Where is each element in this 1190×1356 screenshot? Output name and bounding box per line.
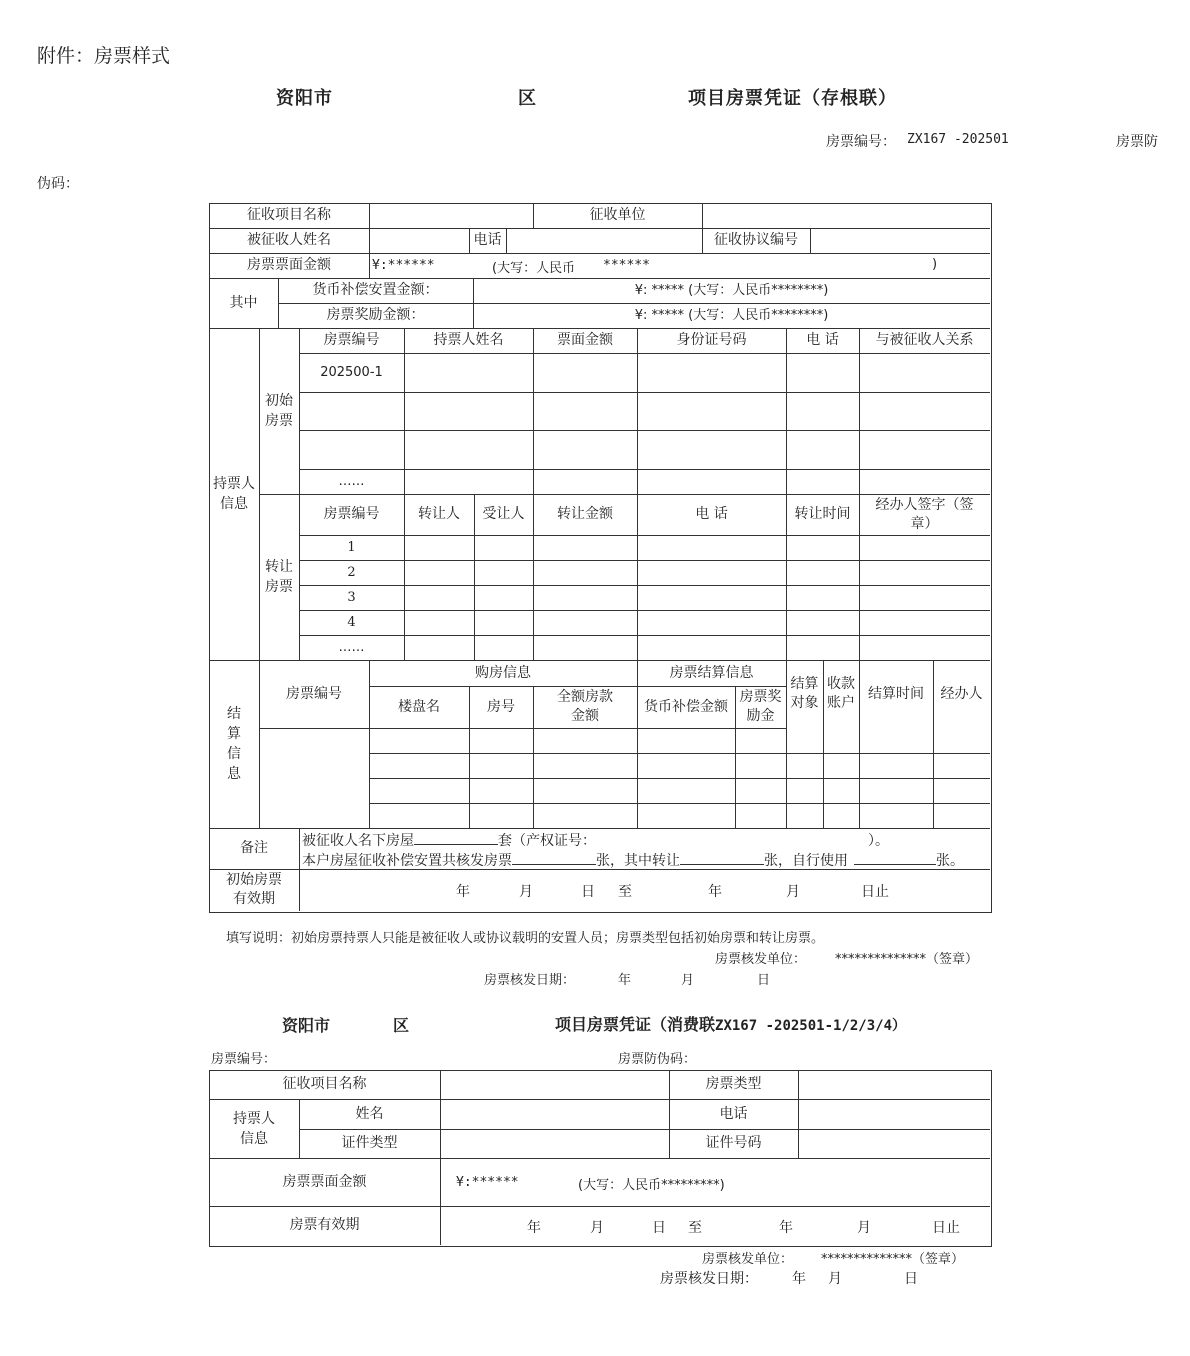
remark-label: 备注: [240, 840, 268, 856]
initial-header-ticket-no: 房票编号: [323, 332, 380, 348]
transfer-header-amount: 转让金额: [557, 506, 613, 522]
full-payment: 全额房款金额: [557, 689, 613, 724]
settle-info: 房票结算信息: [669, 664, 754, 681]
stub-reward-label: 房票奖励金额：: [326, 307, 425, 323]
stub-issue-date-label: 房票核发日期：: [484, 973, 576, 988]
consume-issue-date-month: 月: [828, 1271, 842, 1287]
consume-validity-end-year: 年: [779, 1220, 793, 1236]
initial-header-face-amount: 票面金额: [557, 332, 613, 348]
initial-header-id-no: 身份证号码: [676, 332, 747, 348]
stub-face-amount-label: 房票票面金额: [247, 257, 331, 273]
stub-holder-info-label: 持票人信息: [213, 476, 255, 512]
validity-day: 日: [581, 884, 595, 900]
stub-monetary-value: ¥: ***** (大写：人民币********): [634, 283, 829, 298]
validity-end-month: 月: [786, 884, 800, 900]
consume-ticket-type-label: 房票类型: [705, 1076, 762, 1092]
stub-issue-date-month: 月: [681, 973, 695, 988]
stub-issue-date-day: 日: [757, 973, 771, 988]
stub-capital-value: ******: [603, 258, 650, 273]
stub-ticket-no-label: 房票编号：: [826, 134, 896, 150]
stub-anti-fake-part1: 房票防: [1116, 134, 1158, 150]
transfer-header-ticket-no: 房票编号: [323, 506, 380, 522]
consume-ticket-no-label: 房票编号：: [211, 1052, 277, 1067]
settle-object: 结算对象: [790, 676, 819, 711]
validity-label: 初始房票有效期: [226, 872, 282, 907]
stub-face-amount-value: ¥:******: [372, 258, 435, 273]
fill-note: 填写说明：初始房票持票人只能是被征收人或协议载明的安置人员；房票类型包括初始房票和转让房票。: [226, 931, 825, 946]
validity-end-day: 日止: [861, 884, 889, 900]
consume-face-amount-value: ¥:******: [456, 1175, 519, 1190]
consume-issue-date-label: 房票核发日期：: [660, 1271, 758, 1287]
initial-ellipsis: ……: [338, 474, 365, 489]
initial-header-relation: 与被征收人关系: [875, 332, 974, 348]
room-no: 房号: [487, 698, 515, 715]
consume-title-city: 资阳市: [282, 1016, 331, 1035]
consume-anti-fake-label: 房票防伪码：: [618, 1052, 697, 1067]
consume-validity-day: 日: [652, 1220, 666, 1236]
stub-initial-label: 初始房票: [265, 393, 293, 429]
stub-title-city: 资阳市: [276, 88, 333, 109]
stub-ticket-no-value: ZX167 -202501: [907, 132, 1009, 147]
receive-account: 收款账户: [827, 676, 855, 711]
stub-issuer-label: 房票核发单位：: [715, 952, 807, 967]
stub-anti-fake-part2: 伪码：: [37, 176, 79, 192]
consume-face-amount-label: 房票票面金额: [282, 1173, 367, 1190]
settle-ticket-no: 房票编号: [286, 685, 342, 702]
attachment-label: 附件：房票样式: [37, 45, 171, 67]
transfer-header-transferee: 受让人: [482, 506, 525, 522]
consume-issue-date-year: 年: [792, 1271, 806, 1287]
consume-phone-label: 电话: [719, 1105, 748, 1122]
consume-validity-month: 月: [590, 1220, 604, 1236]
consume-validity-label: 房票有效期: [289, 1217, 360, 1233]
consume-project-name-label: 征收项目名称: [282, 1076, 367, 1092]
validity-year: 年: [456, 884, 470, 900]
consume-id-no-label: 证件号码: [705, 1135, 762, 1151]
remark-line1: 被征收人名下房屋 套（产权证号： ）。: [302, 833, 889, 849]
initial-header-phone: 电 话: [806, 332, 839, 348]
consume-issuer-label: 房票核发单位：: [702, 1252, 794, 1267]
consume-title-district: 区: [393, 1016, 410, 1035]
transfer-header-phone: 电 话: [695, 506, 728, 522]
stub-monetary-label: 货币补偿安置金额：: [312, 282, 439, 298]
consume-id-type-label: 证件类型: [341, 1135, 398, 1151]
stub-unit-label: 征收单位: [589, 207, 646, 223]
consume-issuer-value: **************（签章）: [821, 1252, 965, 1267]
transfer-header-time: 转让时间: [794, 506, 851, 522]
settle-time: 结算时间: [868, 685, 924, 702]
consume-holder-info-label: 持票人信息: [233, 1110, 275, 1147]
stub-of-which-label: 其中: [229, 294, 258, 311]
stub-settle-label: 结算信息: [227, 706, 241, 782]
consume-capital-value: (大写：人民币*********): [578, 1178, 725, 1193]
ticket-reward: 房票奖励金: [739, 689, 782, 724]
transfer-header-signature: 经办人签字（签章）: [875, 496, 974, 532]
validity-to: 至: [618, 884, 632, 900]
remark-line2: 本户房屋征收补偿安置共核发房票 张，其中转让 张，自行使用 张。: [302, 853, 964, 869]
transfer-row-no: 3: [347, 590, 356, 605]
stub-capital-suffix: ): [932, 257, 938, 272]
validity-end-year: 年: [708, 884, 722, 900]
stub-reward-value: ¥: ***** (大写：人民币********): [634, 308, 829, 323]
purchase-info: 购房信息: [475, 664, 531, 681]
validity-month: 月: [519, 884, 533, 900]
consume-title: 项目房票凭证（消费联ZX167 -202501-1/2/3/4）: [555, 1015, 907, 1034]
consume-name-label: 姓名: [355, 1105, 384, 1122]
stub-issuer-value: **************（签章）: [835, 952, 979, 967]
stub-agreement-no-label: 征收协议编号: [714, 232, 798, 248]
consume-validity-end-day: 日止: [932, 1220, 960, 1236]
transfer-row-no: 2: [347, 565, 356, 580]
consume-validity-to: 至: [688, 1220, 702, 1236]
initial-header-holder-name: 持票人姓名: [433, 332, 504, 348]
transfer-row-no: ……: [338, 640, 365, 655]
initial-first-ticket-no: 202500-1: [320, 365, 383, 380]
consume-validity-year: 年: [527, 1220, 541, 1236]
stub-phone-label: 电话: [473, 232, 502, 248]
stub-title-district: 区: [518, 88, 537, 109]
transfer-row-no: 1: [347, 540, 356, 555]
stub-person-name-label: 被征收人姓名: [247, 232, 331, 248]
stub-capital-prefix: (大写：人民币: [492, 261, 576, 276]
stub-project-name-label: 征收项目名称: [247, 207, 331, 223]
stub-title-main: 项目房票凭证（存根联）: [688, 88, 897, 109]
transfer-row-no: 4: [347, 615, 356, 630]
handler: 经办人: [940, 685, 983, 702]
transfer-header-transferor: 转让人: [418, 506, 460, 522]
consume-issue-date-day: 日: [904, 1271, 918, 1287]
stub-transfer-label: 转让房票: [265, 559, 293, 595]
building-name: 楼盘名: [398, 698, 440, 715]
stub-issue-date-year: 年: [618, 973, 632, 988]
consume-validity-end-month: 月: [857, 1220, 871, 1236]
monetary-comp: 货币补偿金额: [644, 698, 728, 715]
